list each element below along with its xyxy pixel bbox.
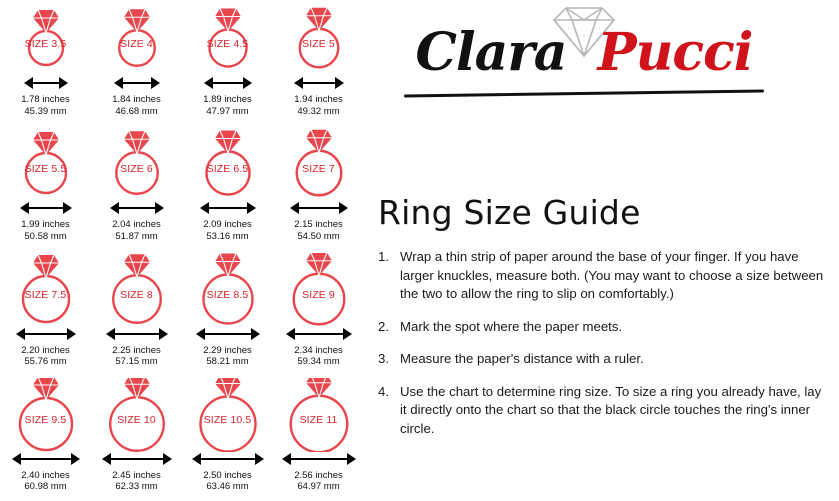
- measurement-inches: 2.15 inches: [294, 219, 343, 231]
- step-text: Measure the paper's distance with a ruler.: [400, 351, 644, 366]
- arrow-head-right: [59, 77, 68, 89]
- measurement-arrow: [0, 452, 91, 466]
- ring-illustration: [273, 251, 364, 327]
- ring-size-label: SIZE 3.5: [24, 38, 67, 50]
- ring-size-cell: [182, 251, 273, 376]
- arrow-line: [301, 82, 337, 84]
- instruction-step: [378, 383, 828, 439]
- arrow-line: [23, 333, 69, 335]
- ring-size-label: SIZE 7.5: [24, 288, 67, 301]
- measurement-mm: 59.34 mm: [297, 356, 340, 367]
- arrow-head-right: [67, 328, 76, 340]
- measurement-arrow: [0, 201, 91, 215]
- ring-measurements: [273, 219, 364, 242]
- instruction-step: [378, 350, 828, 369]
- measurement-mm: 64.97 mm: [297, 481, 340, 493]
- ring-size-cell: [273, 251, 364, 376]
- ring-illustration: [182, 376, 273, 452]
- ring-size-cell: [91, 125, 182, 250]
- measurement-mm: 51.87 mm: [115, 230, 158, 242]
- arrow-head-left: [286, 328, 295, 340]
- arrow-line: [203, 333, 253, 335]
- arrow-head-right: [247, 202, 256, 214]
- arrow-line: [207, 207, 249, 209]
- ring-size-label: SIZE 5: [302, 38, 335, 50]
- measurement-arrow: [182, 201, 273, 215]
- ring-illustration: [273, 376, 364, 452]
- measurement-inches: 2.50 inches: [203, 469, 252, 481]
- ring-size-cell: [91, 0, 182, 125]
- measurement-mm: 46.68 mm: [115, 105, 158, 117]
- ring-size-cell: [182, 376, 273, 501]
- arrow-head-right: [339, 202, 348, 214]
- ring-measurements: [91, 94, 182, 117]
- ring-size-label: SIZE 7: [302, 163, 335, 176]
- ring-size-cell: [0, 376, 91, 501]
- arrow-line: [117, 207, 157, 209]
- arrow-head-left: [294, 77, 303, 89]
- ring-measurements: [182, 219, 273, 242]
- instruction-step: [378, 248, 828, 304]
- ring-size-label: SIZE 4.5: [206, 38, 249, 50]
- ring-illustration: [182, 0, 273, 76]
- arrow-head-left: [20, 202, 29, 214]
- brand-logo: [374, 4, 794, 104]
- measurement-mm: 53.16 mm: [206, 230, 249, 242]
- arrow-line: [121, 82, 153, 84]
- ring-size-label: SIZE 10: [117, 413, 156, 426]
- arrow-head-left: [282, 453, 291, 465]
- arrow-head-right: [343, 328, 352, 340]
- ring-size-cell: [0, 125, 91, 250]
- arrow-line: [109, 458, 165, 460]
- right-panel: [364, 0, 839, 501]
- measurement-arrow: [91, 452, 182, 466]
- arrow-line: [211, 82, 245, 84]
- arrow-head-left: [200, 202, 209, 214]
- measurement-mm: 58.21 mm: [206, 356, 249, 367]
- measurement-inches: 2.45 inches: [112, 469, 161, 481]
- step-text: Use the chart to determine ring size. To size a ring you already have, lay it directly onto the chart so that the black circle touches the ring's inner circle.: [400, 383, 822, 436]
- ring-size-label: SIZE 11: [299, 413, 338, 426]
- arrow-head-right: [251, 328, 260, 340]
- ring-size-cell: [0, 0, 91, 125]
- ring-measurements: [273, 94, 364, 117]
- ring-size-cell: [273, 0, 364, 125]
- ring-size-label: SIZE 8.5: [206, 288, 249, 301]
- arrow-head-left: [192, 453, 201, 465]
- ring-measurements: [273, 470, 364, 493]
- measurement-inches: 2.20 inches: [21, 344, 70, 356]
- arrow-head-right: [159, 328, 168, 340]
- step-text: Wrap a thin strip of paper around the base of your finger. If you have larger knuckles, measure both. (You may want to choose a size between the two to allow the ring to slip on comfortably.): [400, 249, 824, 301]
- ring-illustration: [91, 376, 182, 452]
- arrow-head-right: [71, 453, 80, 465]
- arrow-head-left: [114, 77, 123, 89]
- ring-illustration: [0, 251, 91, 327]
- brand-wordmark: [374, 22, 794, 83]
- ring-illustration: [91, 0, 182, 76]
- ring-size-label: SIZE 10.5: [203, 413, 252, 426]
- measurement-inches: 2.56 inches: [294, 469, 343, 481]
- measurement-arrow: [0, 76, 91, 90]
- measurement-inches: 2.25 inches: [112, 344, 161, 356]
- arrow-head-right: [255, 453, 264, 465]
- step-number: 4.: [378, 383, 389, 399]
- ring-size-label: SIZE 5.5: [24, 163, 67, 176]
- arrow-line: [27, 207, 65, 209]
- ring-size-cell: [273, 125, 364, 250]
- arrow-line: [199, 458, 257, 460]
- arrow-head-right: [243, 77, 252, 89]
- step-number: 2.: [378, 318, 389, 334]
- measurement-arrow: [182, 327, 273, 341]
- instruction-steps: [378, 248, 828, 452]
- ring-measurements: [0, 345, 91, 368]
- ring-size-label: SIZE 9.5: [24, 413, 67, 426]
- ring-illustration: [0, 376, 91, 452]
- ring-size-label: SIZE 9: [302, 288, 335, 301]
- ring-size-cell: [91, 376, 182, 501]
- measurement-inches: 2.04 inches: [112, 219, 161, 231]
- ring-illustration: [0, 125, 91, 201]
- ring-measurements: [91, 345, 182, 368]
- arrow-head-left: [24, 77, 33, 89]
- ring-measurements: [0, 219, 91, 242]
- ring-size-cell: [182, 125, 273, 250]
- ring-measurements: [0, 470, 91, 493]
- ring-measurements: [91, 470, 182, 493]
- measurement-mm: 55.76 mm: [24, 356, 67, 367]
- arrow-head-right: [63, 202, 72, 214]
- ring-size-label: SIZE 6.5: [206, 163, 249, 176]
- measurement-arrow: [273, 452, 364, 466]
- logo-underline: [404, 89, 764, 97]
- arrow-line: [297, 207, 341, 209]
- measurement-arrow: [182, 76, 273, 90]
- brand-name-second: Pucci: [597, 22, 753, 83]
- ring-size-label: SIZE 8: [120, 288, 153, 301]
- ring-size-label: SIZE 6: [120, 163, 153, 176]
- brand-name-first: Clara: [415, 22, 567, 83]
- ring-size-chart: [0, 0, 364, 501]
- arrow-head-left: [12, 453, 21, 465]
- measurement-inches: 2.40 inches: [21, 469, 70, 481]
- measurement-arrow: [91, 201, 182, 215]
- measurement-inches: 2.34 inches: [294, 344, 343, 356]
- step-number: 1.: [378, 249, 389, 264]
- measurement-inches: 2.09 inches: [203, 219, 252, 231]
- ring-size-cell: [182, 0, 273, 125]
- arrow-head-left: [290, 202, 299, 214]
- measurement-mm: 57.15 mm: [115, 356, 158, 367]
- step-text: Mark the spot where the paper meets.: [400, 318, 623, 334]
- arrow-head-right: [155, 202, 164, 214]
- ring-measurements: [0, 94, 91, 117]
- measurement-inches: 2.29 inches: [203, 344, 252, 356]
- measurement-mm: 63.46 mm: [206, 481, 249, 493]
- ring-illustration: [182, 251, 273, 327]
- measurement-arrow: [273, 76, 364, 90]
- measurement-mm: 60.98 mm: [24, 481, 67, 493]
- ring-illustration: [182, 125, 273, 201]
- measurement-arrow: [182, 452, 273, 466]
- measurement-mm: 62.33 mm: [115, 481, 158, 493]
- ring-size-label: SIZE 4: [120, 38, 153, 50]
- measurement-arrow: [0, 327, 91, 341]
- measurement-inches: 1.94 inches: [294, 94, 343, 105]
- arrow-head-right: [163, 453, 172, 465]
- arrow-line: [293, 333, 345, 335]
- measurement-inches: 1.78 inches: [21, 94, 70, 105]
- measurement-mm: 50.58 mm: [24, 230, 67, 242]
- arrow-line: [113, 333, 161, 335]
- measurement-inches: 1.99 inches: [21, 219, 70, 231]
- arrow-head-left: [106, 328, 115, 340]
- measurement-inches: 1.89 inches: [203, 94, 252, 105]
- ring-measurements: [273, 345, 364, 368]
- measurement-mm: 45.39 mm: [24, 105, 67, 117]
- arrow-head-left: [16, 328, 25, 340]
- ring-measurements: [182, 345, 273, 368]
- ring-illustration: [91, 125, 182, 201]
- measurement-arrow: [273, 327, 364, 341]
- measurement-arrow: [91, 76, 182, 90]
- ring-illustration: [273, 0, 364, 76]
- measurement-arrow: [273, 201, 364, 215]
- arrow-head-right: [335, 77, 344, 89]
- ring-illustration: [91, 251, 182, 327]
- ring-size-cell: [273, 376, 364, 501]
- ring-illustration: [273, 125, 364, 201]
- arrow-line: [31, 82, 61, 84]
- arrow-head-left: [204, 77, 213, 89]
- ring-size-cell: [0, 251, 91, 376]
- arrow-head-left: [102, 453, 111, 465]
- measurement-mm: 47.97 mm: [206, 105, 249, 117]
- ring-measurements: [182, 470, 273, 493]
- arrow-head-right: [151, 77, 160, 89]
- arrow-head-right: [347, 453, 356, 465]
- ring-size-cell: [91, 251, 182, 376]
- page-title: Ring Size Guide: [378, 193, 641, 232]
- ring-illustration: [0, 0, 91, 76]
- ring-measurements: [182, 94, 273, 117]
- measurement-mm: 49.32 mm: [297, 105, 340, 117]
- arrow-line: [19, 458, 73, 460]
- measurement-mm: 54.50 mm: [297, 230, 340, 242]
- arrow-head-left: [110, 202, 119, 214]
- ring-measurements: [91, 219, 182, 242]
- measurement-inches: 1.84 inches: [112, 94, 161, 105]
- instruction-step: [378, 318, 828, 337]
- arrow-head-left: [196, 328, 205, 340]
- measurement-arrow: [91, 327, 182, 341]
- step-number: 3.: [378, 351, 389, 366]
- arrow-line: [289, 458, 349, 460]
